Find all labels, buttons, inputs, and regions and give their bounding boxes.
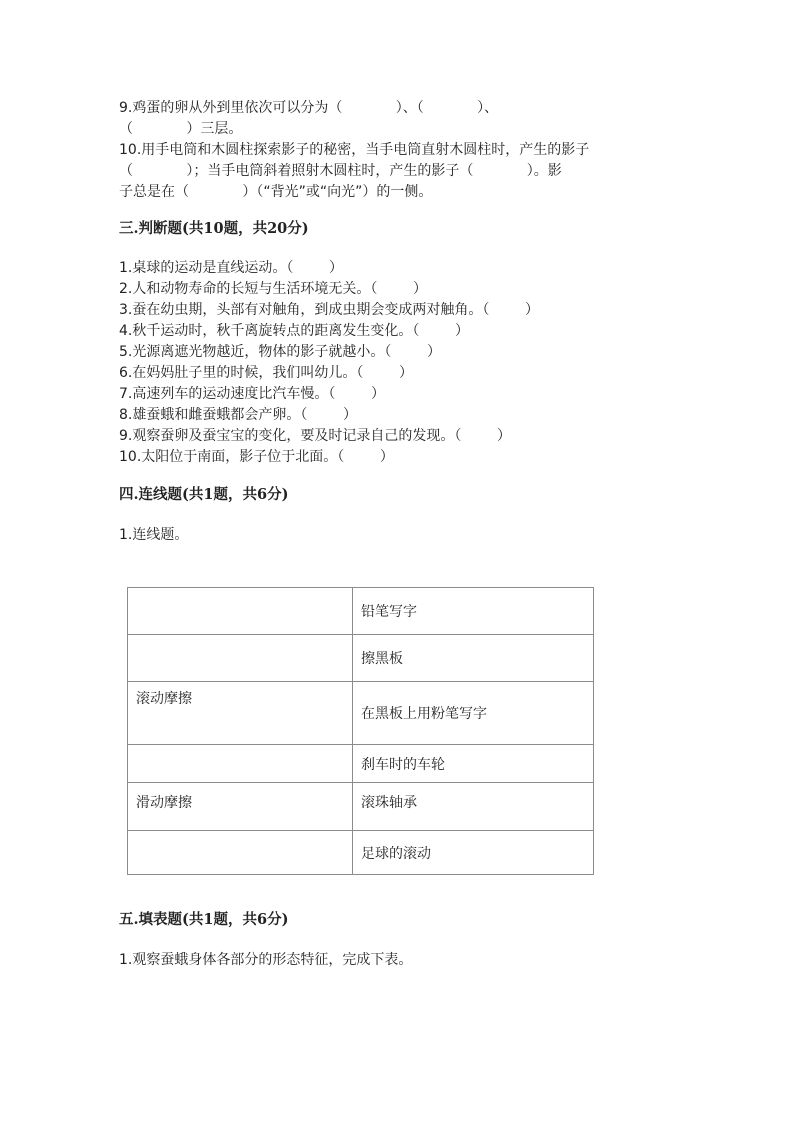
judge-item-8: 8.雄蚕蛾和雌蚕蛾都会产卵。（ ）	[119, 407, 357, 423]
matching-question: 1.连线题。	[119, 527, 189, 543]
judge-item-2: 2.人和动物寿命的长短与生活环境无关。（ ）	[119, 281, 427, 297]
q9-line1: 9.鸡蛋的卵从外到里依次可以分为（ ）、（ ）、	[119, 100, 499, 116]
table-row	[128, 635, 594, 682]
table-cell-left: 滚动摩擦	[128, 682, 353, 745]
judge-item-7: 7.高速列车的运动速度比汽车慢。（ ）	[119, 386, 385, 402]
table-row	[128, 745, 594, 783]
q9-line2: （ ）三层。	[119, 121, 243, 137]
judge-item-6: 6.在妈妈肚子里的时候，我们叫幼儿。（ ）	[119, 365, 413, 381]
table-cell-left	[128, 588, 353, 635]
q10-line1: 10.用手电筒和木圆柱探索影子的秘密，当手电筒直射木圆柱时，产生的影子	[119, 142, 590, 158]
section4-title: 四.连线题(共1题，共6分)	[119, 486, 289, 503]
table-cell-left	[128, 635, 353, 682]
fill-table-question: 1.观察蚕蛾身体各部分的形态特征，完成下表。	[119, 952, 413, 968]
section3-title: 三.判断题(共10题，共20分)	[119, 220, 309, 237]
table-row	[128, 588, 594, 635]
judge-item-3: 3.蚕在幼虫期，头部有对触角，到成虫期会变成两对触角。（ ）	[119, 302, 539, 318]
table-cell-left: 滑动摩擦	[128, 783, 353, 831]
table-cell-right: 滚珠轴承	[353, 783, 594, 831]
judge-item-10: 10.太阳位于南面，影子位于北面。（ ）	[119, 449, 394, 465]
judge-item-1: 1.桌球的运动是直线运动。（ ）	[119, 260, 343, 276]
judge-item-4: 4.秋千运动时，秋千离旋转点的距离发生变化。（ ）	[119, 323, 469, 339]
table-cell-right: 足球的滚动	[353, 831, 594, 875]
table-cell-right: 刹车时的车轮	[353, 745, 594, 783]
q10-line3: 子总是在（ ）（“背光”或“向光”）的一侧。	[119, 184, 433, 200]
table-cell-right: 铅笔写字	[353, 588, 594, 635]
table-cell-right: 在黑板上用粉笔写字	[353, 682, 594, 745]
table-cell-right: 擦黑板	[353, 635, 594, 682]
table-cell-left	[128, 745, 353, 783]
table-row	[128, 783, 594, 831]
matching-table	[127, 587, 594, 875]
section5-title: 五.填表题(共1题，共6分)	[119, 911, 289, 928]
judge-item-9: 9.观察蚕卵及蚕宝宝的变化，要及时记录自己的发现。（ ）	[119, 428, 511, 444]
judge-item-5: 5.光源离遮光物越近，物体的影子就越小。（ ）	[119, 344, 441, 360]
q10-line2: （ ）；当手电筒斜着照射木圆柱时，产生的影子（ ）。影	[119, 163, 562, 179]
table-row	[128, 831, 594, 875]
table-cell-left	[128, 831, 353, 875]
table-row	[128, 682, 594, 745]
